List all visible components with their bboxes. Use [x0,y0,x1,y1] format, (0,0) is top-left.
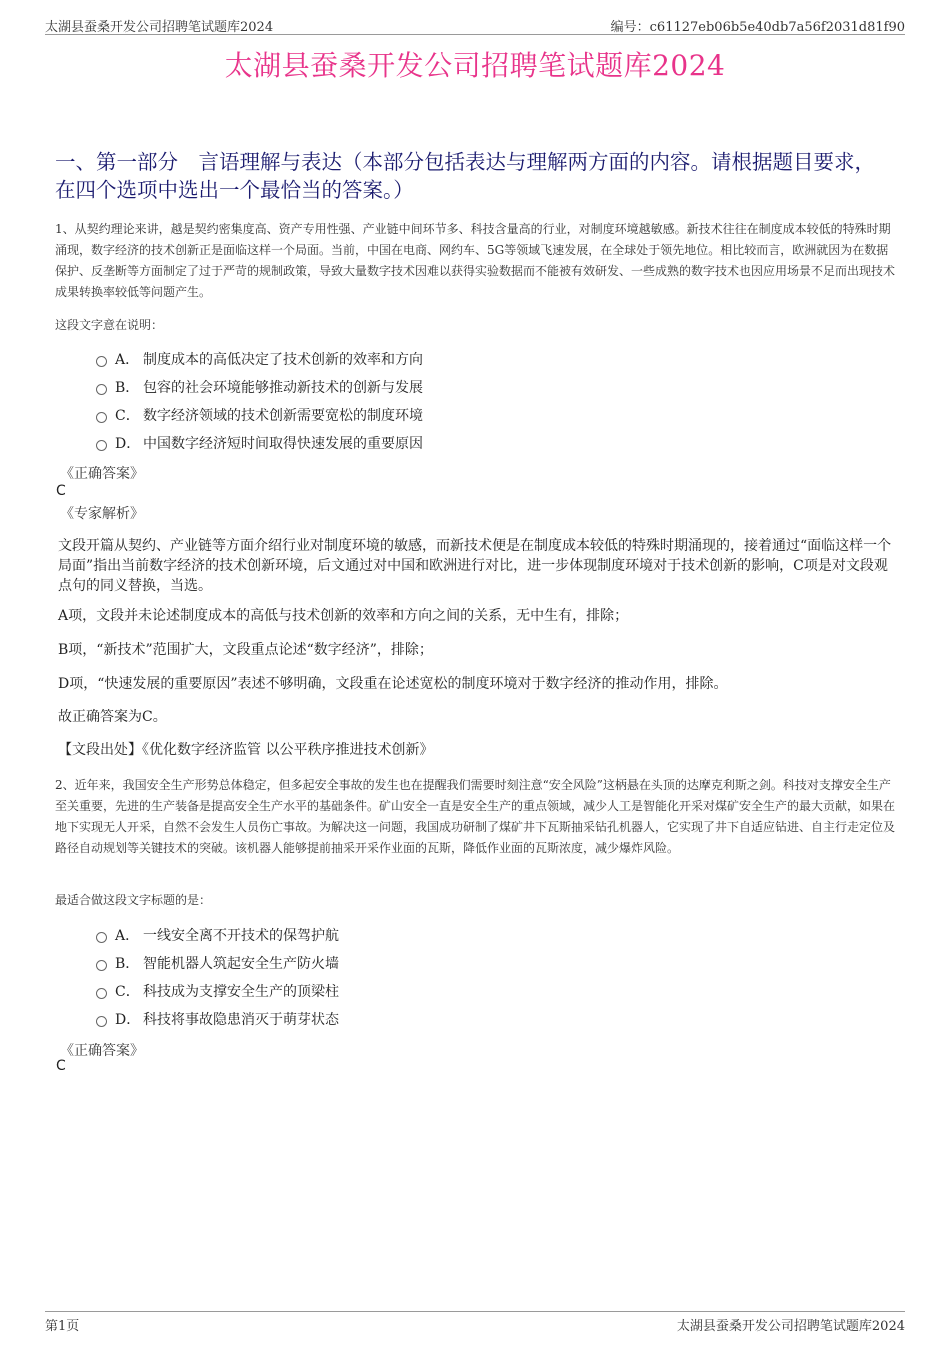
option-letter: D． [115,436,141,452]
section-title: 一、第一部分 言语理解与表达（本部分包括表达与理解两方面的内容。请根据题目要求，在四个选项中选出一个最恰当的答案。） [55,150,875,202]
question-2-option-b[interactable] [96,953,339,973]
analysis-paragraph-1: 文段开篇从契约、产业链等方面介绍行业对制度环境的敏感，而新技术便是在制度成本较低的特殊时期涌现的，接着通过“面临这样一个局面”指出当前数字经济的技术创新环境，后文通过对中国和欧洲进行对比，进一步体现制度环境对于技术创新的影响，C项是对文段观点句的同义替换，当选。 [58,538,892,594]
radio-icon[interactable] [96,412,107,423]
question-1-option-d[interactable] [96,433,423,453]
radio-icon[interactable] [96,440,107,451]
option-text: 智能机器人筑起安全生产防火墙 [143,956,339,972]
option-letter: B． [115,956,140,972]
analysis-paragraph-3: B项，“新技术”范围扩大，文段重点论述“数字经济”，排除； [58,642,433,658]
question-1-prompt: 这段文字意在说明： [55,318,164,332]
page-header [45,16,905,35]
option-text: 包容的社会环境能够推动新技术的创新与发展 [143,380,423,396]
question-1-option-c[interactable] [96,405,423,425]
analysis-paragraph-4: D项，“快速发展的重要原因”表述不够明确，文段重在论述宽松的制度环境对于数字经济的推动作用，排除。 [58,676,728,692]
radio-icon[interactable] [96,384,107,395]
question-2-prompt: 最适合做这段文字标题的是： [55,893,212,907]
question-2-answer-label: 《正确答案》 [60,1043,144,1059]
header-left-text: 太湖县蚕桑开发公司招聘笔试题库2024 [45,20,274,35]
question-1-answer-label: 《正确答案》 [60,466,144,482]
question-2-option-d[interactable] [96,1009,339,1029]
question-1-analysis-label: 《专家解析》 [60,506,144,522]
option-letter: D． [115,1012,141,1028]
option-text: 一线安全离不开技术的保驾护航 [143,928,339,944]
page-number: 第1页 [45,1319,80,1334]
option-text: 科技将事故隐患消灭于萌芽状态 [143,1012,339,1028]
radio-icon[interactable] [96,932,107,943]
option-text: 制度成本的高低决定了技术创新的效率和方向 [143,352,423,368]
option-letter: C． [115,984,140,1000]
header-doc-number: 编号：c61127eb06b5e40db7a56f2031d81f90 [610,20,905,35]
option-text: 中国数字经济短时间取得快速发展的重要原因 [143,436,423,452]
option-letter: B． [115,380,140,396]
radio-icon[interactable] [96,356,107,367]
analysis-paragraph-2: A项，文段并未论述制度成本的高低与技术创新的效率和方向之间的关系，无中生有，排除； [58,608,629,624]
document-title: 太湖县蚕桑开发公司招聘笔试题库2024 [224,49,726,82]
question-2-option-a[interactable] [96,925,339,945]
question-1-option-a[interactable] [96,349,423,369]
question-1-answer: C [56,483,66,499]
option-letter: A． [115,928,140,944]
question-2-text: 2、近年来，我国安全生产形势总体稳定，但多起安全事故的发生也在提醒我们需要时刻注意“安全风险”这柄悬在头顶的达摩克利斯之剑。科技对支撑安全生产至关重要，先进的生产装备是提高安全生产水平的基础条件。矿山安全一直是安全生产的重点领域，减少人工是智能化开采对煤矿安全生产的最大贡献，如果在地下实现无人开采，自然不会发生人员伤亡事故。为解决这一问题，我国成功研制了煤矿井下瓦斯抽采钻孔机器人，它实现了井下自适应钻进、自主行走定位及路径自动规划等关键技术的突破。该机器人能够提前抽采开采作业面的瓦斯，降低作业面的瓦斯浓度，减少爆炸风险。 [55,778,896,855]
radio-icon[interactable] [96,960,107,971]
question-2-option-c[interactable] [96,981,339,1001]
analysis-paragraph-5: 故正确答案为C。 [58,709,167,725]
page-footer [45,1311,905,1333]
option-letter: C． [115,408,140,424]
option-text: 数字经济领域的技术创新需要宽松的制度环境 [143,408,423,424]
question-1-option-b[interactable] [96,377,423,397]
option-text: 科技成为支撑安全生产的顶梁柱 [143,984,339,1000]
question-2-answer: C [56,1058,66,1074]
analysis-source: 【文段出处】《优化数字经济监管 以公平秩序推进技术创新》 [58,742,434,758]
radio-icon[interactable] [96,1016,107,1027]
footer-right-text: 太湖县蚕桑开发公司招聘笔试题库2024 [676,1319,905,1334]
option-letter: A． [115,352,140,368]
question-1-text: 1、从契约理论来讲，越是契约密集度高、资产专用性强、产业链中间环节多、科技含量高的行业，对制度环境越敏感。新技术往往在制度成本较低的特殊时期涌现，数字经济的技术创新正是面临这样一个局面。当前，中国在电商、网约车、5G等领域飞速发展，在全球处于领先地位。相比较而言，欧洲就因为在数据保护、反垄断等方面制定了过于严苛的规制政策，导致大量数字技术因难以获得实验数据而不能被有效研发、一些成熟的数字技术也因应用场景不足而出现技术成果转换率较低等问题产生。 [55,222,896,299]
radio-icon[interactable] [96,988,107,999]
